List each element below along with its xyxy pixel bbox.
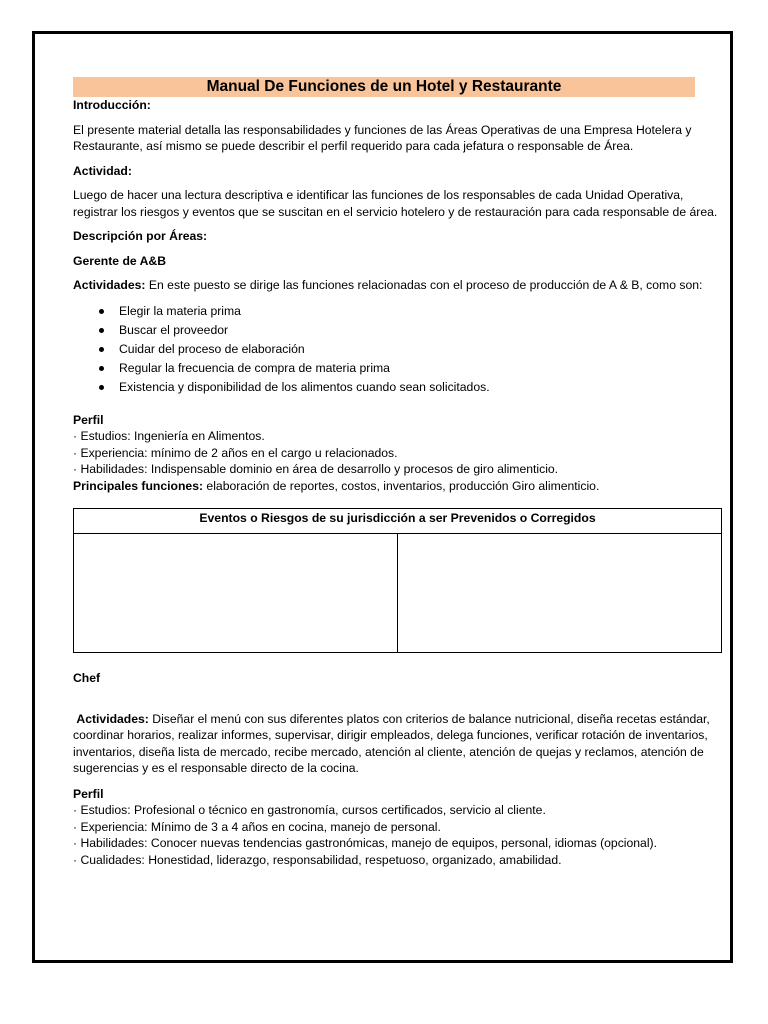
gerente-functions-text: elaboración de reportes, costos, inventarios, producción Giro alimenticio. (203, 478, 600, 493)
chef-activities (73, 711, 723, 777)
gerente-perfil-line: · Experiencia: mínimo de 2 años en el cargo u relacionados. (73, 445, 398, 460)
gerente-activities (73, 277, 723, 294)
list-item: Elegir la materia prima (73, 303, 723, 320)
intro-text: El presente material detalla las responsabilidades y funciones de las Áreas Operativas de una Empresa Hotelera y Restaurante, así mismo se puede describir el perfil requerido para cada jefatura o responsable de Área. (73, 122, 692, 153)
gerente-functions (73, 478, 723, 495)
gerente-functions-label: Principales funciones: (73, 478, 204, 493)
gerente-activities-label: Actividades: (73, 278, 146, 292)
gerente-heading: Gerente de A&B (73, 253, 167, 268)
gerente-activities-text: En este puesto se dirige las funciones relacionadas con el proceso de producción de A & B, como son: (145, 278, 703, 292)
document-content (73, 77, 723, 868)
events-table-cell-right[interactable] (398, 534, 722, 653)
gerente-bullet-list (73, 303, 723, 396)
list-item: Buscar el proveedor (73, 322, 723, 339)
events-table-header: Eventos o Riesgos de su jurisdicción a ser Prevenidos o Corregidos (74, 509, 722, 534)
events-table-cell-left[interactable] (74, 534, 398, 653)
gerente-perfil-line: · Habilidades: Indispensable dominio en área de desarrollo y procesos de giro alimenticio. (73, 462, 559, 477)
activity-heading: Actividad: (73, 163, 132, 178)
gerente-perfil-line: · Estudios: Ingeniería en Alimentos. (73, 429, 265, 444)
chef-perfil-heading: Perfil (73, 786, 104, 801)
intro-heading: Introducción: (73, 98, 151, 112)
chef-activities-label: Actividades: (76, 711, 149, 726)
chef-perfil-line: · Estudios: Profesional o técnico en gastronomía, cursos certificados, servicio al cliente. (73, 803, 546, 818)
activity-text: Luego de hacer una lectura descriptiva e identificar las funciones de los responsables de cada Unidad Operativa, registrar los riesgos y eventos que se suscitan en el servicio hotelero y de restauración para cada responsable de área. (73, 188, 718, 219)
chef-heading: Chef (73, 671, 101, 686)
list-item: Cuidar del proceso de elaboración (73, 341, 723, 358)
chef-perfil-line: · Habilidades: Conocer nuevas tendencias gastronómicas, manejo de equipos, personal, idiomas (opcional). (73, 836, 657, 851)
gerente-perfil-heading: Perfil (73, 412, 104, 427)
list-item: Regular la frecuencia de compra de materia prima (73, 360, 723, 377)
chef-activities-text: Diseñar el menú con sus diferentes platos con criterios de balance nutricional, diseña recetas estándar, coordinar horarios, realizar informes, supervisar, dirigir empleados, delega funciones, verificar rotación de inventarios, inventarios, diseña lista de mercado, recibe mercado, atención al cliente, atención de quejas y reclamos, atención de sugerencias y es el responsable directo de la cocina. (73, 711, 710, 776)
document-title: Manual De Funciones de un Hotel y Restaurante (73, 77, 695, 97)
list-item: Existencia y disponibilidad de los alimentos cuando sean solicitados. (73, 379, 723, 396)
areas-heading: Descripción por Áreas: (73, 229, 208, 243)
chef-perfil-line: · Experiencia: Mínimo de 3 a 4 años en cocina, manejo de personal. (73, 819, 441, 834)
chef-perfil-line: · Cualidades: Honestidad, liderazgo, responsabilidad, respetuoso, organizado, amabilidad. (73, 852, 562, 867)
events-table (73, 508, 722, 653)
